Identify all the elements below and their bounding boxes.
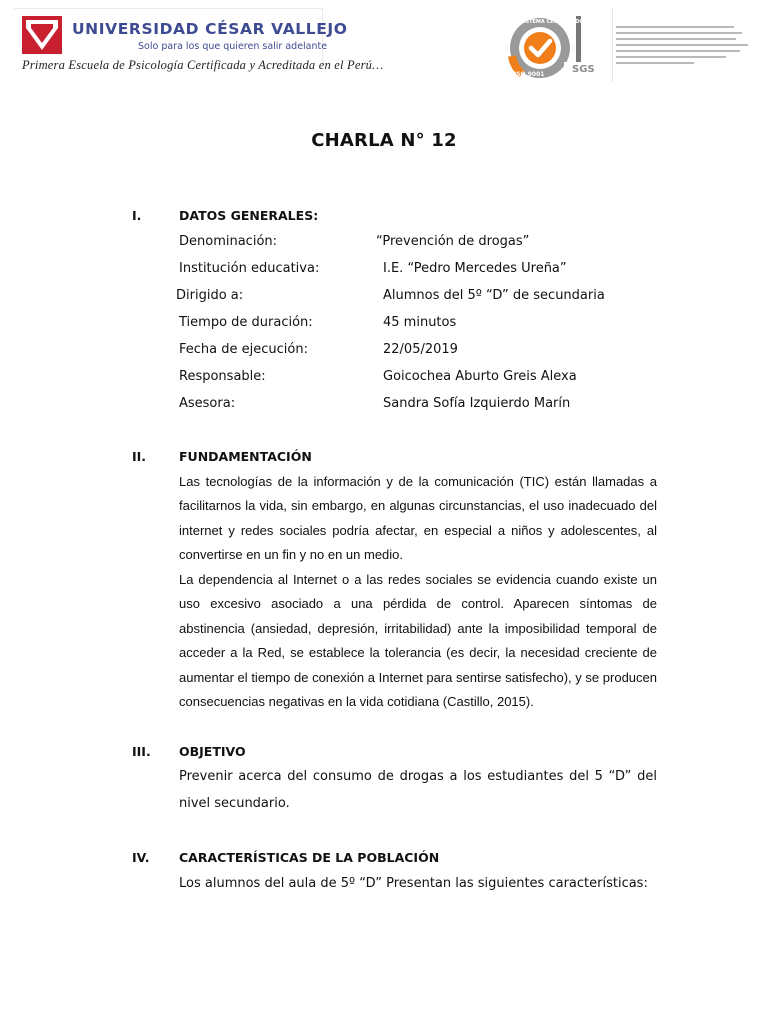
field-value-fecha: 22/05/2019 — [383, 342, 458, 357]
field-label-asesora: Asesora: — [179, 396, 236, 411]
field-value-denominacion: “Prevención de drogas” — [376, 234, 530, 249]
field-value-duracion: 45 minutos — [383, 315, 457, 330]
field-label-denominacion: Denominación: — [179, 234, 278, 249]
field-label-institucion: Institución educativa: — [179, 261, 320, 276]
objetivo-paragraph: Prevenir acerca del consumo de drogas a los estudiantes del 5 “D” del nivel secundario. — [179, 769, 657, 811]
field-label-responsable: Responsable: — [179, 369, 266, 384]
fundamentacion-paragraph-1: Las tecnologías de la información y de la comunicación (TIC) están llamadas a facilitarnos la vida, sin embargo, en algunas circunstancias, el uso inadecuado del internet y redes sociales podría afectar, en especial a niños y adolescentes, al convertirse en un fin y no en un medio. — [179, 474, 657, 563]
field-label-duracion: Tiempo de duración: — [179, 315, 313, 330]
fundamentacion-paragraph-2: La dependencia al Internet o a las redes sociales se evidencia cuando existe un uso excesivo asociado a una pérdida de control. Aparecen síntomas de abstinencia (ansiedad, depresión, irritabilidad) ante la imposibilidad temporal de acceder a la Red, se establece la tolerancia (es decir, la necesidad creciente de aumentar el tiempo de conexión a Internet para sentirse satisfecho), y se producen consecuencias negativas en la vida cotidiana (Castillo, 2015). — [179, 572, 657, 710]
university-name: UNIVERSIDAD CÉSAR VALLEJO — [72, 20, 348, 38]
field-label-fecha: Fecha de ejecución: — [179, 342, 308, 357]
section-title: OBJETIVO — [179, 744, 246, 759]
caracteristicas-intro: Los alumnos del aula de 5º “D” Presentan las siguientes características: — [179, 876, 648, 891]
seal-iso-text: ISO 9001 — [514, 71, 545, 78]
section-number: I. — [132, 208, 142, 223]
section-title: CARACTERÍSTICAS DE LA POBLACIÓN — [179, 850, 440, 865]
field-value-institucion: I.E. “Pedro Mercedes Ureña” — [383, 261, 567, 276]
section-title: FUNDAMENTACIÓN — [179, 449, 312, 464]
section-number: III. — [132, 744, 151, 759]
university-slogan: Solo para los que quieren salir adelante — [138, 41, 328, 52]
field-value-responsable: Goicochea Aburto Greis Alexa — [383, 369, 577, 384]
field-value-asesora: Sandra Sofía Izquierdo Marín — [383, 396, 571, 411]
section-number: II. — [132, 449, 147, 464]
section-title: DATOS GENERALES: — [179, 208, 319, 223]
university-logo-icon — [22, 16, 62, 54]
seal-arc-text: SISTEMA CERTIFICADO — [520, 19, 584, 25]
school-tagline: Primera Escuela de Psicología Certificada y Acreditada en el Perú… — [22, 58, 384, 72]
field-label-dirigido: Dirigido a: — [176, 288, 244, 303]
section-number: IV. — [132, 850, 150, 865]
document-title: CHARLA N° 12 — [311, 130, 457, 151]
certification-fine-print — [612, 22, 752, 74]
field-value-dirigido: Alumnos del 5º “D” de secundaria — [383, 288, 605, 303]
seal-brand: SGS — [572, 64, 595, 75]
iso-certification-seal-icon — [500, 14, 608, 80]
